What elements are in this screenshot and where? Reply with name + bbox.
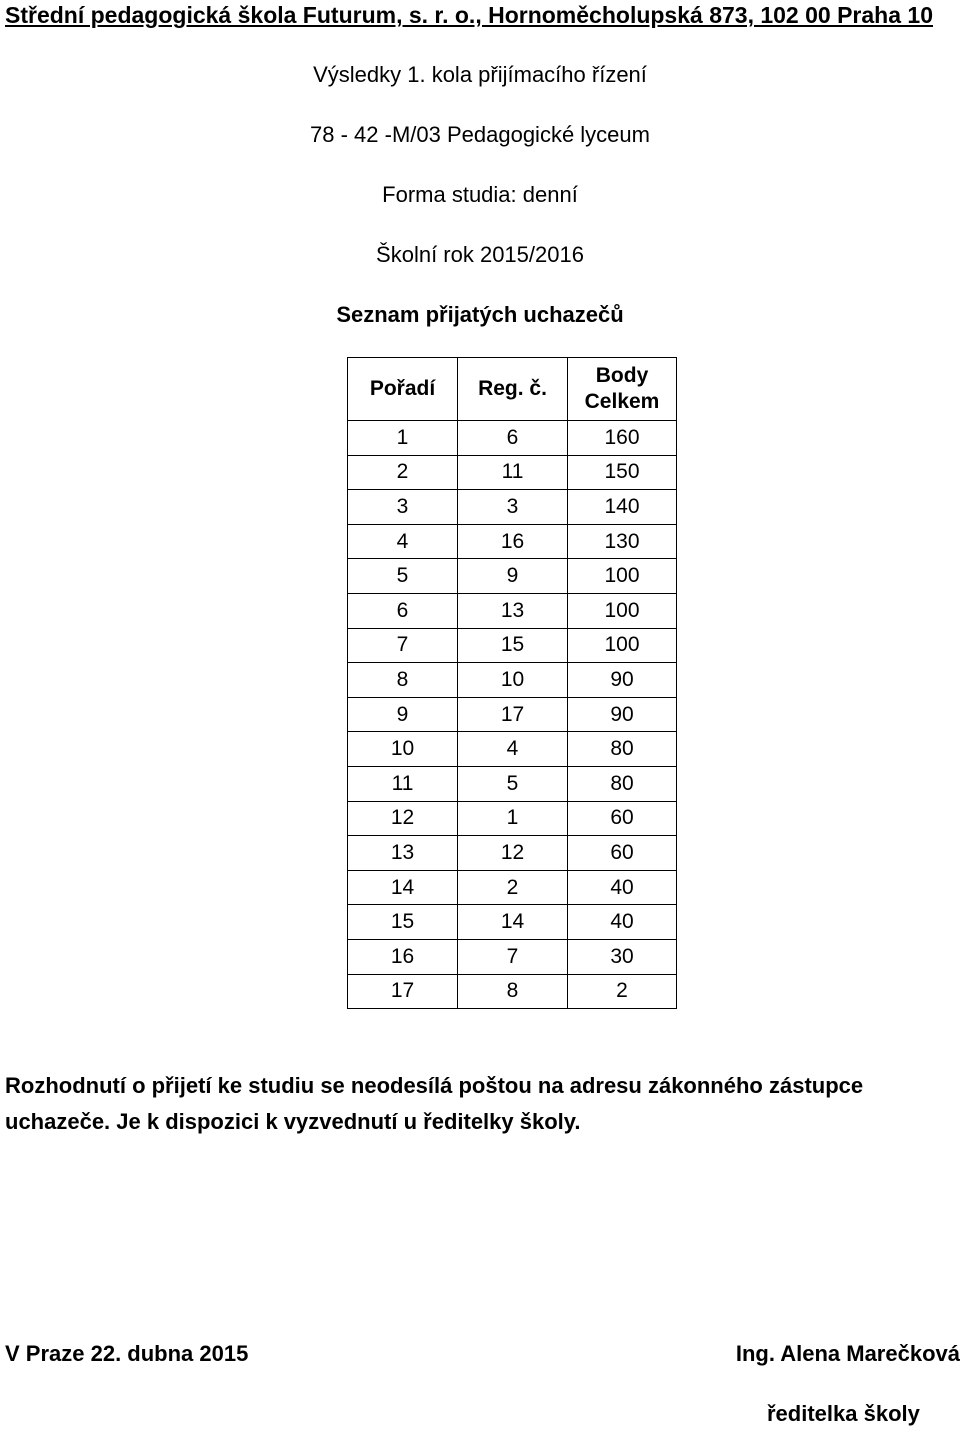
cell-reg-number: 12 bbox=[458, 836, 568, 871]
decision-note: Rozhodnutí o přijetí ke studiu se neodesílá poštou na adresu zákonného zástupce uchazeče. Je k dispozici k vyzvednutí u ředitelky školy. bbox=[5, 1073, 864, 1134]
table-row bbox=[348, 732, 677, 767]
cell-reg-number: 15 bbox=[458, 628, 568, 663]
table-row bbox=[348, 836, 677, 871]
list-title: Seznam přijatých uchazečů bbox=[336, 302, 624, 327]
cell-reg-number: 9 bbox=[458, 559, 568, 594]
cell-order: 13 bbox=[348, 836, 458, 871]
cell-order: 11 bbox=[348, 766, 458, 801]
table-row bbox=[348, 628, 677, 663]
cell-order: 6 bbox=[348, 593, 458, 628]
cell-points: 80 bbox=[568, 766, 677, 801]
cell-order: 4 bbox=[348, 524, 458, 559]
cell-points: 90 bbox=[568, 697, 677, 732]
table-row bbox=[348, 974, 677, 1009]
cell-reg-number: 6 bbox=[458, 421, 568, 456]
cell-points: 80 bbox=[568, 732, 677, 767]
cell-points: 100 bbox=[568, 593, 677, 628]
cell-points: 60 bbox=[568, 801, 677, 836]
cell-order: 8 bbox=[348, 663, 458, 698]
cell-reg-number: 5 bbox=[458, 766, 568, 801]
cell-order: 16 bbox=[348, 939, 458, 974]
cell-points: 100 bbox=[568, 628, 677, 663]
cell-points: 40 bbox=[568, 905, 677, 940]
results-table bbox=[347, 357, 677, 1009]
cell-order: 17 bbox=[348, 974, 458, 1009]
table-row bbox=[348, 421, 677, 456]
school-name: Střední pedagogická škola Futurum, s. r. o., Hornoměcholupská 873, 102 00 Praha 10 bbox=[5, 2, 933, 28]
cell-reg-number: 14 bbox=[458, 905, 568, 940]
column-header-order: Pořadí bbox=[348, 358, 458, 421]
cell-points: 90 bbox=[568, 663, 677, 698]
program-title: 78 - 42 -M/03 Pedagogické lyceum bbox=[310, 122, 650, 147]
results-title: Výsledky 1. kola přijímacího řízení bbox=[313, 62, 647, 87]
cell-reg-number: 1 bbox=[458, 801, 568, 836]
cell-reg-number: 17 bbox=[458, 697, 568, 732]
cell-reg-number: 8 bbox=[458, 974, 568, 1009]
cell-order: 3 bbox=[348, 490, 458, 525]
cell-points: 60 bbox=[568, 836, 677, 871]
cell-order: 5 bbox=[348, 559, 458, 594]
table-row bbox=[348, 939, 677, 974]
cell-points: 2 bbox=[568, 974, 677, 1009]
place-date: V Praze 22. dubna 2015 bbox=[5, 1341, 249, 1366]
cell-points: 150 bbox=[568, 455, 677, 490]
cell-reg-number: 11 bbox=[458, 455, 568, 490]
table-row bbox=[348, 801, 677, 836]
cell-reg-number: 4 bbox=[458, 732, 568, 767]
cell-points: 130 bbox=[568, 524, 677, 559]
cell-reg-number: 10 bbox=[458, 663, 568, 698]
table-row bbox=[348, 905, 677, 940]
signer-name: Ing. Alena Marečková bbox=[735, 1341, 960, 1366]
cell-order: 1 bbox=[348, 421, 458, 456]
table-header-row bbox=[348, 358, 677, 421]
cell-order: 7 bbox=[348, 628, 458, 663]
table-row bbox=[348, 663, 677, 698]
cell-order: 9 bbox=[348, 697, 458, 732]
cell-points: 160 bbox=[568, 421, 677, 456]
table-row bbox=[348, 455, 677, 490]
cell-order: 15 bbox=[348, 905, 458, 940]
table-row bbox=[348, 524, 677, 559]
table-row bbox=[348, 870, 677, 905]
cell-reg-number: 7 bbox=[458, 939, 568, 974]
column-header-points: Body Celkem bbox=[568, 358, 677, 421]
cell-order: 2 bbox=[348, 455, 458, 490]
cell-reg-number: 3 bbox=[458, 490, 568, 525]
table-row bbox=[348, 766, 677, 801]
cell-points: 100 bbox=[568, 559, 677, 594]
study-form: Forma studia: denní bbox=[382, 182, 578, 207]
cell-order: 14 bbox=[348, 870, 458, 905]
table-row bbox=[348, 490, 677, 525]
cell-reg-number: 2 bbox=[458, 870, 568, 905]
cell-points: 30 bbox=[568, 939, 677, 974]
cell-points: 40 bbox=[568, 870, 677, 905]
cell-reg-number: 13 bbox=[458, 593, 568, 628]
school-year: Školní rok 2015/2016 bbox=[376, 242, 584, 267]
signer-role: ředitelka školy bbox=[767, 1401, 920, 1426]
table-row bbox=[348, 593, 677, 628]
cell-points: 140 bbox=[568, 490, 677, 525]
table-row bbox=[348, 697, 677, 732]
cell-order: 10 bbox=[348, 732, 458, 767]
table-row bbox=[348, 559, 677, 594]
cell-order: 12 bbox=[348, 801, 458, 836]
column-header-reg-number: Reg. č. bbox=[458, 358, 568, 421]
cell-reg-number: 16 bbox=[458, 524, 568, 559]
